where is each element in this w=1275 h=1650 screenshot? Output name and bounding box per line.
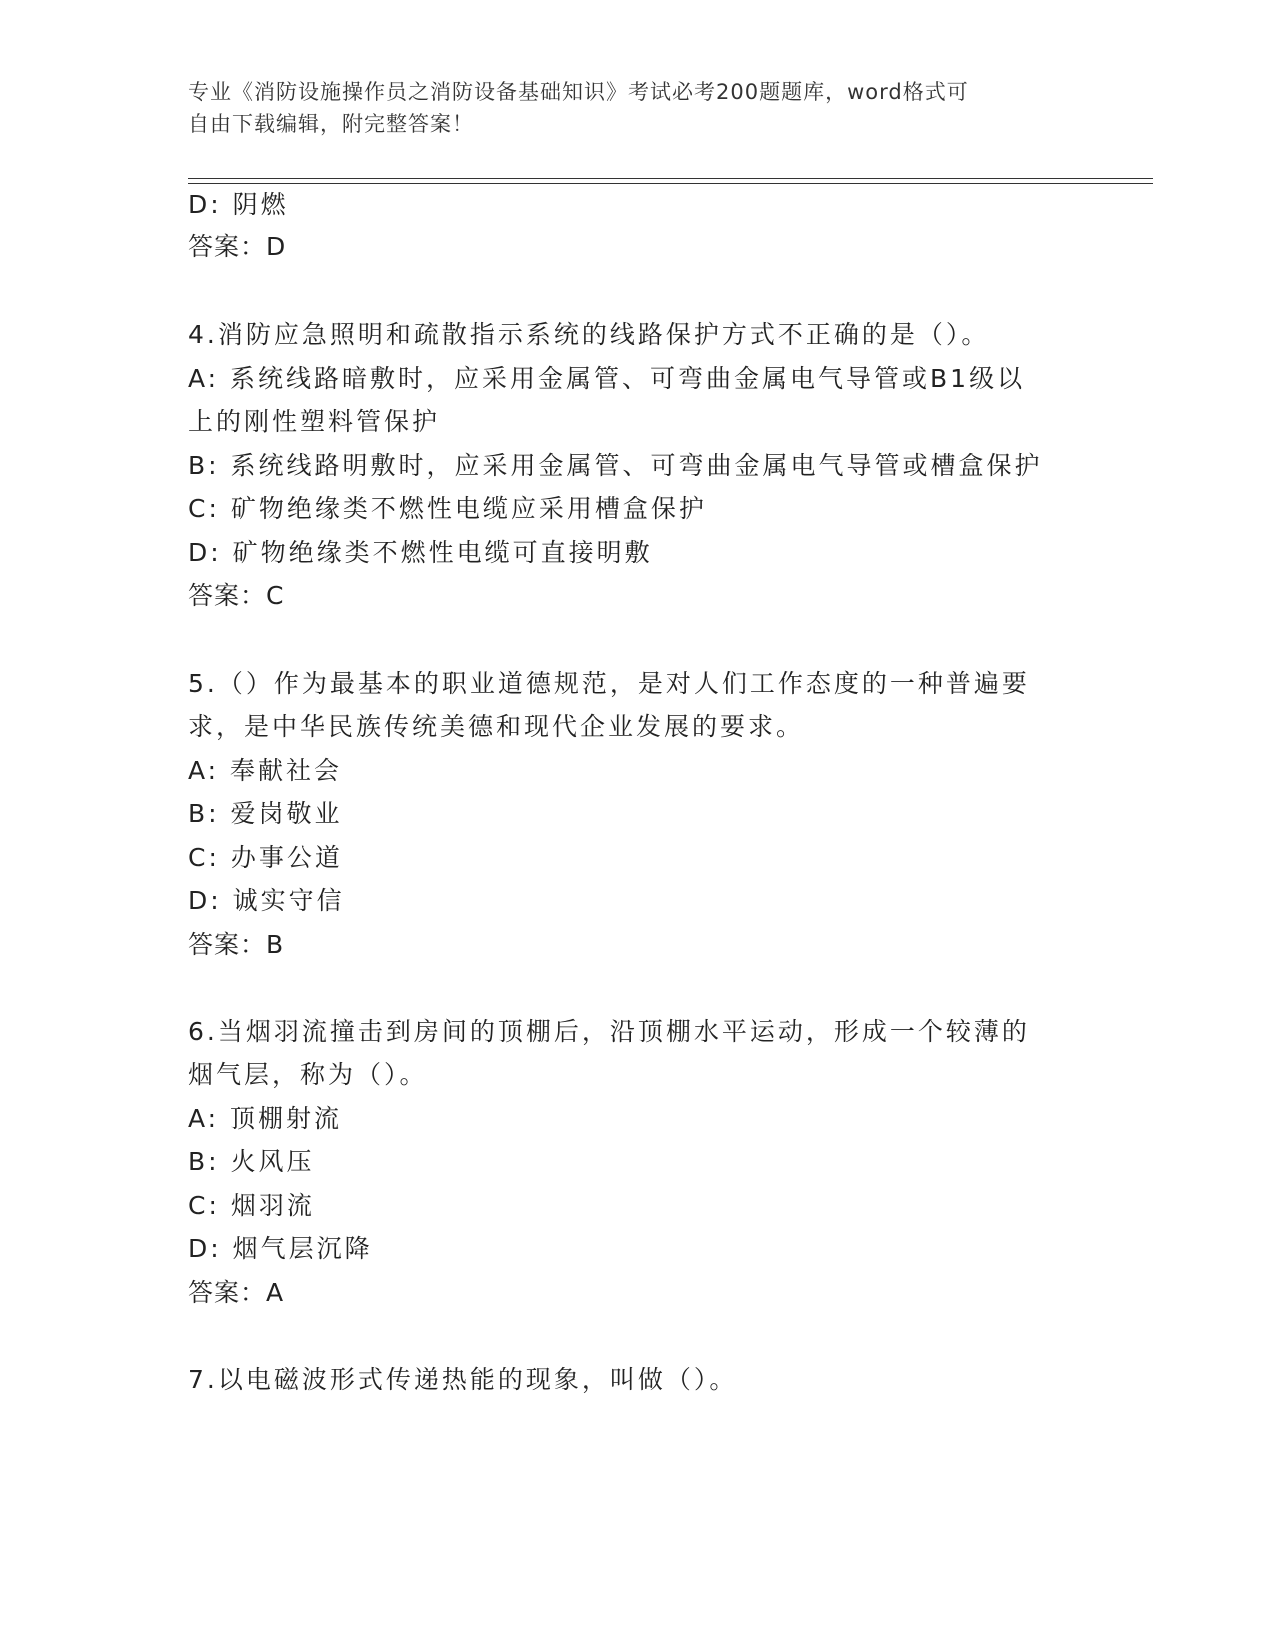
q4-option-b: B: 系统线路明敷时，应采用金属管、可弯曲金属电气导管或槽盒保护	[188, 451, 1043, 480]
header-line-2: 自由下载编辑，附完整答案！	[188, 112, 474, 136]
q5-option-b: B: 爱岗敬业	[188, 799, 343, 828]
q4-option-a-line-2: 上的刚性塑料管保护	[188, 407, 441, 436]
q4-option-c: C: 矿物绝缘类不燃性电缆应采用槽盒保护	[188, 494, 707, 523]
q4-option-d: D: 矿物绝缘类不燃性电缆可直接明敷	[188, 538, 653, 567]
prev-answer: 答案：D	[188, 232, 287, 261]
q6-option-a: A: 顶棚射流	[188, 1104, 343, 1133]
q6-stem-line-2: 烟气层，称为（）。	[188, 1060, 428, 1089]
prev-option-d: D: 阴燃	[188, 190, 289, 219]
q6-option-c: C: 烟羽流	[188, 1191, 315, 1220]
q4-stem-line-1: 4.消防应急照明和疏散指示系统的线路保护方式不正确的是（）。	[188, 320, 990, 349]
q5-option-c: C: 办事公道	[188, 843, 343, 872]
q5-stem-line-2: 求，是中华民族传统美德和现代企业发展的要求。	[188, 712, 805, 741]
q5-option-a: A: 奉献社会	[188, 756, 343, 785]
q5-answer: 答案：B	[188, 930, 285, 959]
q6-answer: 答案：A	[188, 1278, 285, 1307]
q6-stem-line-1: 6.当烟羽流撞击到房间的顶棚后，沿顶棚水平运动，形成一个较薄的	[188, 1017, 1030, 1046]
document-header	[188, 76, 1088, 140]
q4-option-a-line-1: A: 系统线路暗敷时，应采用金属管、可弯曲金属电气导管或B1级以	[188, 364, 1026, 393]
q6-option-b: B: 火风压	[188, 1147, 315, 1176]
q5-stem-line-1: 5.（）作为最基本的职业道德规范，是对人们工作态度的一种普遍要	[188, 669, 1030, 698]
q4-answer: 答案：C	[188, 581, 285, 610]
header-divider-top	[188, 178, 1153, 179]
header-line-1: 专业《消防设施操作员之消防设备基础知识》考试必考200题题库，word格式可	[188, 80, 969, 104]
q6-option-d: D: 烟气层沉降	[188, 1234, 373, 1263]
q5-option-d: D: 诚实守信	[188, 886, 345, 915]
header-divider-bottom	[188, 183, 1153, 184]
q7-stem-line-1: 7.以电磁波形式传递热能的现象，叫做（）。	[188, 1365, 738, 1394]
